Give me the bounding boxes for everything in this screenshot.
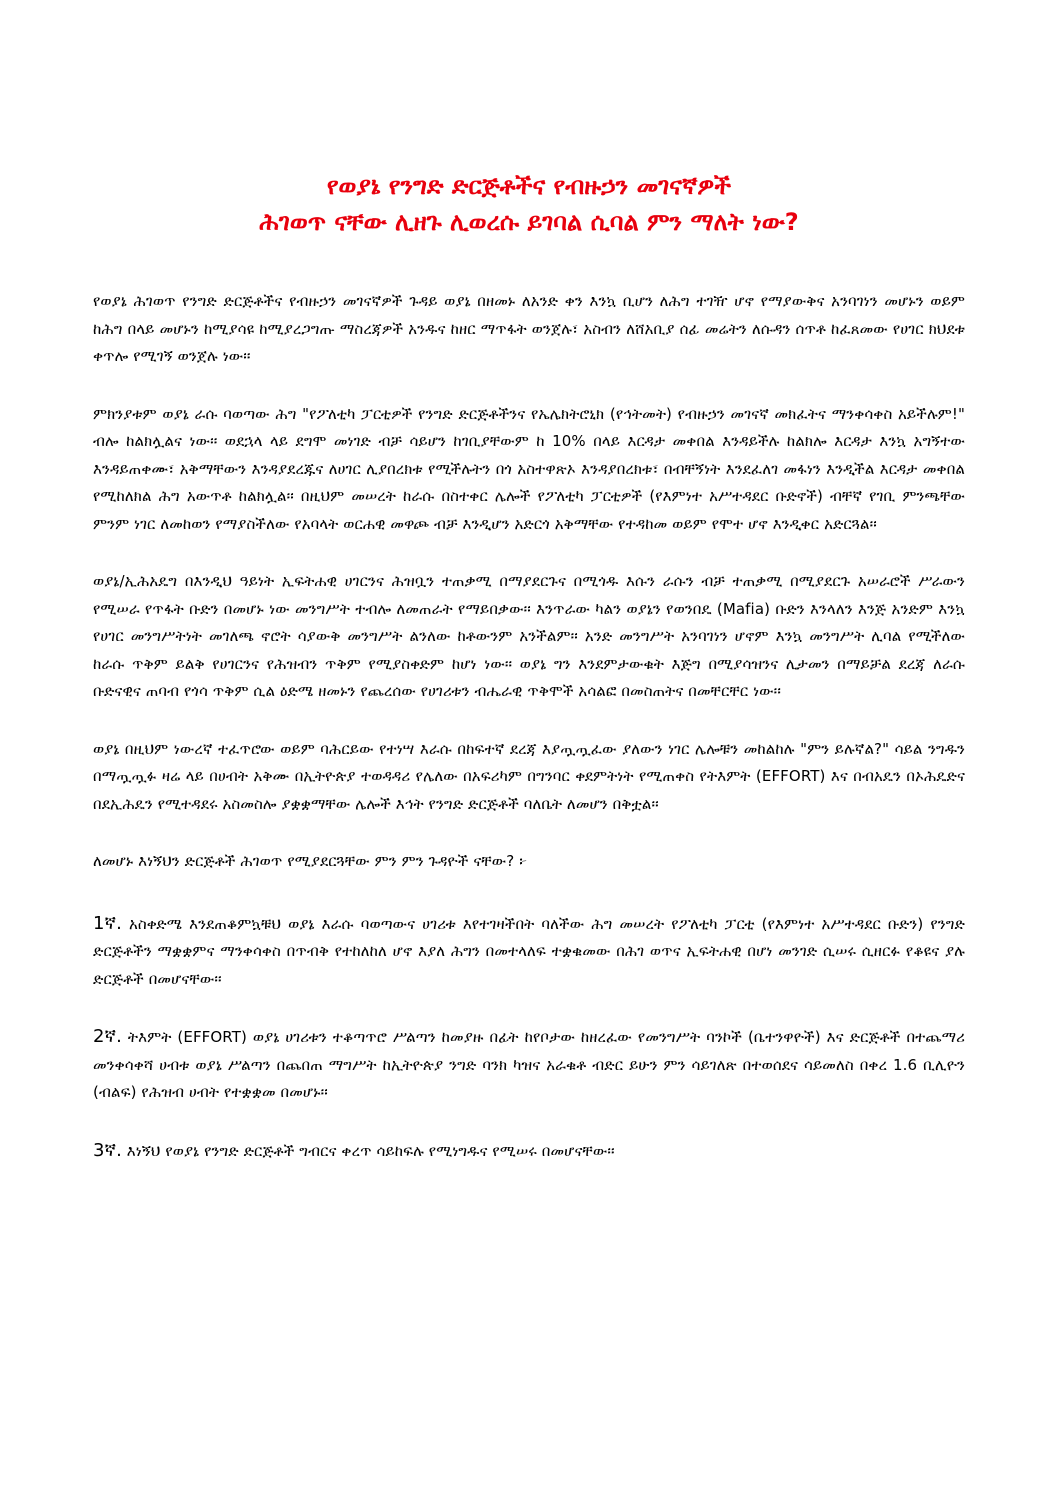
- title-line-2: ሕገወጥ ናቸው ሊዘጉ ሊወረሱ ይገባል ሲባል ምን ማለት ነው?: [259, 208, 799, 236]
- list-item-text: አስቀድሜ እንደጠቆምኳቹህ ወያኔ እራሱ ባወጣውና ሀገሪቱ እየተገዛችበት ባለችው ሕግ መሠረት የፖለቲካ ፓርቲ (የእምነተ አሥተዳደር ቡድን) የንግድ ድርጅቶችን ማቋቋምና ማንቀሳቀስ በጥብቅ የተከለከለ ሆኖ እያለ ሕግን በመተላለፍ ተቋቁመው በሕገ ወጥና ኢፍትሐዊ በሆነ መንገድ ሲሠሩ ሲዘርፉ የቆዩና ያሉ ድርጅቶች በመሆናቸው፡፡: [93, 914, 965, 988]
- list-item-text: ትእምት (EFFORT) ወያኔ ሀገሪቱን ተቆጣጥሮ ሥልጣን ከመያዙ በፊት ከየቦታው ከዘረፈው የመንግሥት ባንኮች (ቤተንዋዮች) እና ድርጅቶች በተጨማሪ መንቀሳቀሻ ሀብቱ ወያኔ ሥልጣን በጨበጠ ማግሥት ከኢትዮጵያ ንግድ ባንክ ካዝና አራቁቶ ብድር ይሁን ምን ሳይገለጽ በተወሰደና ሳይመለስ በቀረ 1.6 ቢሊዮን (ብልፍ) የሕዝብ ሀብት የተቋቋመ በመሆኑ፡፡: [93, 1028, 965, 1101]
- paragraph-3: ወያኔ/ኢሕአዴግ በእንዲህ ዓይነት ኢፍትሐዊ ሀገርንና ሕዝቧን ተጠቃሚ በማያደርጉና በሚጎዱ እሱን ራሱን ብቻ ተጠቃሚ በሚያደርጉ አሠራሮች ሥራውን የሚሠራ የጥፋት ቡድን በመሆኑ ነው መንግሥት ተብሎ ለመጠራት የማይበቃው፡፡ እንጥራው ካልን ወያኔን የወንበዴ (Mafia) ቡድን እንላለን እንጅ አንድም እንኳ የሀገር መንግሥትነት መገለጫ ኖሮት ሳያውቅ መንግሥት ልንለው ከቶውንም አንችልም፡፡ አንድ መንግሥት አንባገነን ሆኖም እንኳ መንግሥት ሊባል የሚችለው ከራሱ ጥቅም ይልቅ የሀገርንና የሕዝብን ጥቅም የሚያስቀድም ከሆነ ነው፡፡ ወያኔ ግን እንደምታውቁት እጅግ በሚያሳዝንና ሊታመን በማይቻል ደረጃ ለራሱ ቡድናዊና ጠባብ የጎሳ ጥቅም ሲል ዕድሜ ዘመኑን የጨረሰው የሀገሪቱን ብሔራዊ ጥቅሞች አሳልፎ በመስጠትና በመቸርቸር ነው፡፡: [93, 572, 965, 700]
- paragraph-1: የወያኔ ሕገወጥ የንግድ ድርጅቶችና የብዙኃን መገናኛዎች ጉዳይ ወያኔ በዘመኑ ለአንድ ቀን እንኳ ቢሆን ለሕግ ተገዥ ሆኖ የማያውቅና አንባገነን መሆኑን ወይም ከሕግ በላይ መሆኑን ከሚያሳዩ ከሚያረጋግጡ ማስረጃዎች አንዱና ከዘር ማጥፋት ወንጀሉ፣ አስብን ለሸአቢያ ሰፊ መሬትን ለሱዳን ሰጥቶ ከፈጸመው የሀገር ክህደቱ ቀጥሎ የሚገኝ ወንጀሉ ነው፡፡: [93, 292, 965, 365]
- paragraph-2: ምክንያቱም ወያኔ ራሱ ባወጣው ሕግ "የፖለቲካ ፓርቲዎች የንግድ ድርጅቶችንና የኤሌክትሮኒክ (የኅትመት) የብዙኃን መገናኛ መክፈትና ማንቀሳቀስ አይችሉም!" ብሎ ከልክሏልና ነው፡፡ ወደኋላ ላይ ደግሞ መነገድ ብቻ ሳይሆን ከገቢያቸውም ከ 10% በላይ እርዳታ መቀበል እንዳይችሉ ከልክሎ እርዳታ እንኳ አግኝተው እንዳይጠቀሙ፣ አቅማቸውን እንዳያደረጁና ለሀገር ሊያበረክቱ የሚችሉትን በጎ አስተዋጽኦ እንዳያበረክቱ፣ በብቸኝነት እንደፈለገ መፋነን እንዲችል እርዳታ መቀበል የሚከለክል ሕግ አውጥቶ ከልክሏል፡፡ በዚህም መሠረት ከራሱ በስተቀር ሌሎች የፖለቲካ ፓርቲዎች (የእምነተ አሥተዳደር ቡድኖች) ብቸኛ የገቢ ምንጫቸው ምንም ነገር ለመከወን የማያስችለው የአባላት ወርሐዊ መዋጮ ብቻ እንዲሆን አድርጎ አቅማቸው የተዳከመ ወይም የሞተ ሆኖ እንዲቀር አድርጓል፡፡: [93, 404, 965, 533]
- document-body: [93, 288, 965, 1195]
- list-item-1: [93, 910, 965, 994]
- paragraph-4: ወያኔ በዚህም ነውረኛ ተፈጥሮው ወይም ባሕርይው የተነሣ እራሱ በከፍተኛ ደረጃ እያጧጧፈው ያለውን ነገር ሌሎቹን መከልከሉ "ምን ይሉኛል?" ሳይል ንግዱን በማጧጧፉ ዛሬ ላይ በሀብት አቅሙ በኢትዮጵያ ተወዳዳሪ የሌለው በአፍሪካም በግንባር ቀደምትነት የሚጠቀስ የትእምት (EFFORT) እና በብአዴን በኦሕዴድና በደኢሕዴን የሚተዳደሩ አስመስሎ ያቋቋማቸው ሌሎች እኅት የንግድ ድርጅቶች ባለቤት ለመሆን በቅቷል፡፡: [93, 739, 965, 813]
- document-title: [80, 168, 978, 240]
- question-line: ለመሆኑ እነኝህን ድርጅቶች ሕገወጥ የሚያደርጓቸው ምን ምን ጉዳዮች ናቸው? ፦: [93, 852, 528, 870]
- list-item-2: [93, 1023, 965, 1107]
- list-item-number: 2ኛ.: [93, 1026, 122, 1047]
- list-item-text: እነኝህ የወያኔ የንግድ ድርጅቶች ግብርና ቀረጥ ሳይከፍሉ የሚነግዱና የሚሠሩ በመሆናቸው፡፡: [126, 1141, 615, 1160]
- list-item-number: 3ኛ.: [93, 1139, 122, 1161]
- title-line-1: የወያኔ የንግድ ድርጅቶችና የብዙኃን መገናኛዎች: [326, 172, 732, 200]
- list-item-number: 1ኛ.: [93, 912, 122, 934]
- list-item-3: [93, 1137, 965, 1166]
